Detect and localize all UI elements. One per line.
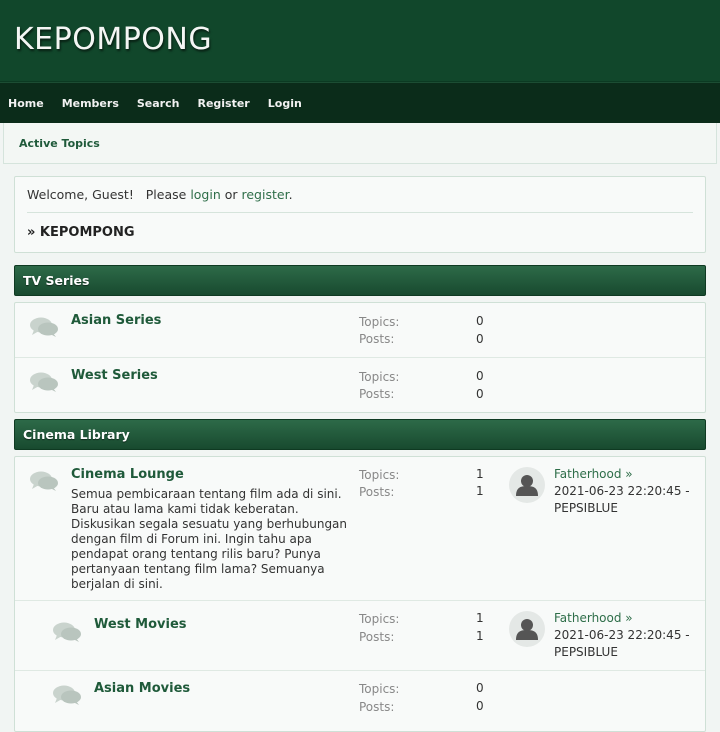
site-title[interactable]: KEPOMPONG xyxy=(14,22,213,57)
posts-label: Posts: xyxy=(359,387,395,401)
topics-label: Topics: xyxy=(359,370,400,384)
last-post-info xyxy=(554,610,704,661)
site-header xyxy=(0,0,720,82)
welcome-suffix: . xyxy=(288,187,293,202)
welcome-prefix: Welcome, Guest! Please xyxy=(27,187,191,202)
forum-name[interactable]: Asian Series xyxy=(71,313,162,328)
posts-count: 1 xyxy=(476,484,484,498)
main-nav xyxy=(0,82,720,123)
welcome-box xyxy=(14,176,706,253)
nav-register[interactable]: Register xyxy=(197,96,250,110)
topics-label: Topics: xyxy=(359,468,400,482)
posts-label: Posts: xyxy=(359,700,395,714)
main-content xyxy=(0,176,720,732)
active-topics-link[interactable]: Active Topics xyxy=(19,136,100,150)
register-link[interactable]: register xyxy=(241,187,289,202)
forum-description: Semua pembicaraan tentang film ada di sini. Baru atau lama kami tidak keberatan. Diskusikan segala sesuatu yang berhubungan dengan film di Forum ini. Ingin tahu apa pendapat orang tentang rilis baru? Punya pertanyaan tentang film lama? Semuanya berjalan di sini. xyxy=(71,487,348,591)
forum-bubble-icon xyxy=(52,621,82,643)
forum-row-asian-series xyxy=(15,303,705,358)
posts-count: 0 xyxy=(476,332,484,346)
last-post-topic-link[interactable]: Fatherhood » xyxy=(554,611,633,625)
user-silhouette-icon xyxy=(509,611,545,647)
last-post-date: 2021-06-23 22:20:45 - xyxy=(554,484,690,498)
posts-label: Posts: xyxy=(359,332,395,346)
posts-label: Posts: xyxy=(359,485,395,499)
posts-count: 0 xyxy=(476,699,484,713)
forum-bubble-icon xyxy=(29,470,59,492)
nav-members[interactable]: Members xyxy=(61,96,119,110)
forum-list-tv-series xyxy=(14,302,706,413)
forum-bubble-icon xyxy=(52,684,82,706)
last-post-date: 2021-06-23 22:20:45 - xyxy=(554,628,690,642)
forum-row-asian-movies xyxy=(15,671,705,731)
topics-count: 0 xyxy=(476,681,484,695)
welcome-message xyxy=(27,187,693,213)
forum-bubble-icon xyxy=(29,316,59,338)
last-post-user[interactable]: PEPSIBLUE xyxy=(554,645,618,659)
login-link[interactable]: login xyxy=(190,187,221,202)
nav-home[interactable]: Home xyxy=(8,96,44,110)
forum-name[interactable]: West Movies xyxy=(94,617,187,632)
forum-bubble-icon xyxy=(29,371,59,393)
topics-label: Topics: xyxy=(359,682,400,696)
forum-list-cinema-library xyxy=(14,456,706,732)
topics-count: 0 xyxy=(476,314,484,328)
last-post-topic-link[interactable]: Fatherhood » xyxy=(554,467,633,481)
welcome-or: or xyxy=(220,187,242,202)
forum-row-cinema-lounge xyxy=(15,457,705,601)
last-post-user[interactable]: PEPSIBLUE xyxy=(554,501,618,515)
topics-label: Topics: xyxy=(359,612,400,626)
topics-count: 0 xyxy=(476,369,484,383)
user-avatar[interactable] xyxy=(509,611,545,647)
topics-count: 1 xyxy=(476,611,484,625)
forum-row-west-series xyxy=(15,358,705,412)
category-header-tv-series[interactable]: TV Series xyxy=(14,265,706,296)
last-post-info xyxy=(554,466,704,517)
user-silhouette-icon xyxy=(509,467,545,503)
posts-label: Posts: xyxy=(359,630,395,644)
sub-nav xyxy=(3,123,717,164)
nav-search[interactable]: Search xyxy=(136,96,180,110)
breadcrumb[interactable]: » KEPOMPONG xyxy=(27,225,135,240)
posts-count: 1 xyxy=(476,629,484,643)
category-header-cinema-library[interactable]: Cinema Library xyxy=(14,419,706,450)
forum-name[interactable]: Cinema Lounge xyxy=(71,467,184,482)
forum-row-west-movies xyxy=(15,601,705,671)
topics-count: 1 xyxy=(476,467,484,481)
posts-count: 0 xyxy=(476,387,484,401)
nav-login[interactable]: Login xyxy=(267,96,302,110)
user-avatar[interactable] xyxy=(509,467,545,503)
forum-name[interactable]: Asian Movies xyxy=(94,681,191,696)
forum-name[interactable]: West Series xyxy=(71,368,158,383)
topics-label: Topics: xyxy=(359,315,400,329)
